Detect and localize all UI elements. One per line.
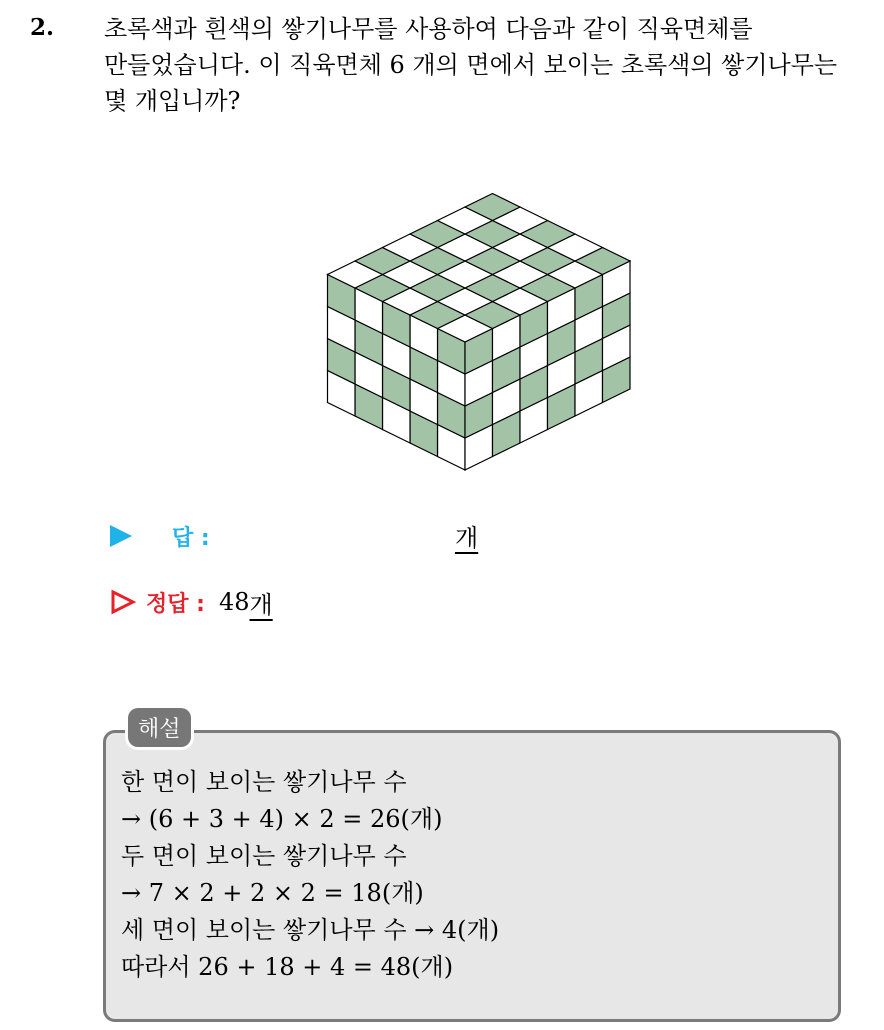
solution-line: 두 면이 보이는 쌓기나무 수 bbox=[121, 842, 407, 870]
question-line: 초록색과 흰색의 쌓기나무를 사용하여 다음과 같이 직육면체를 bbox=[104, 15, 753, 43]
cuboid-figure bbox=[320, 180, 640, 480]
answer-row bbox=[110, 516, 210, 556]
answer-label: 답 : bbox=[172, 525, 210, 551]
solution-line: 한 면이 보이는 쌓기나무 수 bbox=[121, 768, 407, 796]
question-text bbox=[104, 11, 864, 119]
answer-blank-unit: 개 bbox=[455, 524, 479, 552]
correct-answer-row bbox=[110, 582, 273, 622]
question-line: 몇 개입니까? bbox=[104, 87, 241, 115]
play-filled-icon bbox=[110, 525, 132, 547]
solution-line: 세 면이 보이는 쌓기나무 수 → 4(개) bbox=[121, 916, 500, 944]
correct-answer-value: 48 bbox=[218, 588, 250, 616]
solution-line: → 7 × 2 + 2 × 2 = 18(개) bbox=[121, 879, 424, 907]
solution-tag: 해설 bbox=[128, 708, 191, 747]
green-white-cuboid-figure bbox=[320, 180, 640, 480]
solution-text bbox=[121, 764, 499, 986]
play-outline-icon bbox=[110, 589, 136, 615]
question-line: 만들었습니다. 이 직육면체 6 개의 면에서 보이는 초록색의 쌓기나무는 bbox=[104, 51, 838, 79]
solution-line: → (6 + 3 + 4) × 2 = 26(개) bbox=[121, 805, 443, 833]
question-number: 2. bbox=[30, 14, 55, 41]
correct-answer-unit: 개 bbox=[249, 590, 273, 619]
solution-line: 따라서 26 + 18 + 4 = 48(개) bbox=[121, 953, 454, 981]
correct-answer-label: 정답 : bbox=[146, 591, 205, 617]
